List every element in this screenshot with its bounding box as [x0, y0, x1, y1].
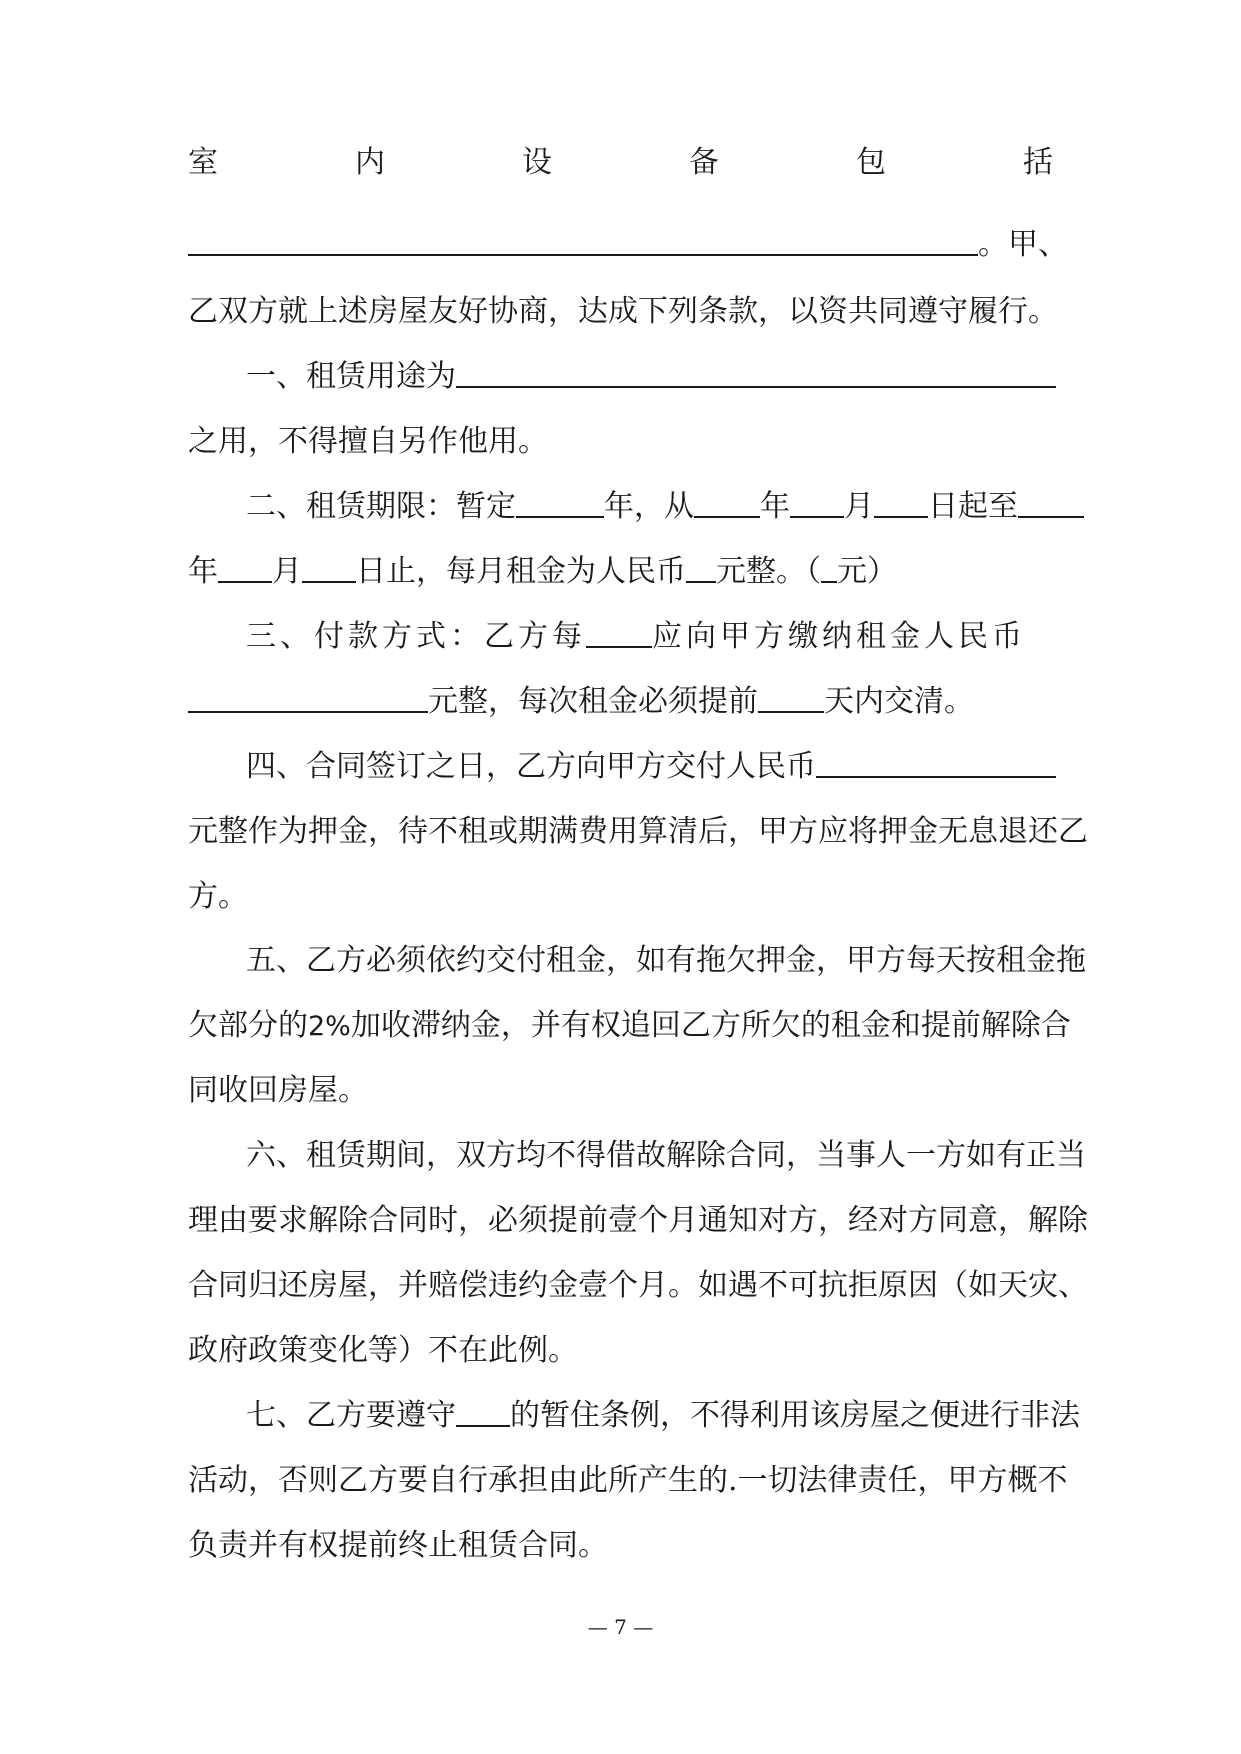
text: 二、租赁期限：暂定: [246, 489, 516, 524]
clause-6-line-1: 六、租赁期间，双方均不得借故解除合同，当事人一方如有正当: [246, 1138, 1086, 1173]
blank-rent-amount[interactable]: [821, 553, 837, 583]
blank-deposit[interactable]: [816, 748, 1056, 778]
blank-equipment[interactable]: [188, 226, 978, 256]
blank-years[interactable]: [516, 488, 604, 518]
clause-7-line-2: 活动，否则乙方要自行承担由此所产生的.一切法律责任，甲方概不: [188, 1463, 1068, 1498]
text: 月: [844, 489, 874, 524]
clause-3-line-2: [188, 682, 1053, 722]
blank-start-day[interactable]: [874, 488, 928, 518]
text: 。甲、: [978, 227, 1068, 262]
blank-end-day[interactable]: [302, 553, 356, 583]
clause-5-line-2: [188, 1006, 1071, 1047]
clause-3-line-1: [246, 617, 1111, 657]
page-number: — 7 —: [587, 1615, 654, 1639]
equipment-char: 备: [689, 145, 719, 180]
clause-1-line-2: 之用，不得擅自另作他用。: [188, 424, 548, 459]
clause-2-line-2: [188, 552, 1053, 592]
text: 年，从: [604, 489, 694, 524]
paragraph-equipment-line-3: 乙双方就上述房屋友好协商，达成下列条款，以资共同遵守履行。: [188, 294, 1058, 329]
clause-6-line-4: 政府政策变化等）不在此例。: [188, 1333, 578, 1368]
clause-4-line-2: 元整作为押金，待不租或期满费用算清后，甲方应将押金无息退还乙: [188, 814, 1088, 849]
equipment-char: 设: [522, 145, 552, 180]
late-fee-rate: 2%: [308, 1011, 351, 1042]
blank-advance-days[interactable]: [758, 683, 824, 713]
text: 天内交清。: [824, 684, 974, 719]
blank-start-year[interactable]: [694, 488, 760, 518]
text: 欠部分的: [188, 1008, 308, 1043]
blank-payment-period[interactable]: [586, 618, 652, 648]
clause-6-line-3: 合同归还房屋，并赔偿违约金壹个月。如遇不可抗拒原因（如天灾、: [188, 1268, 1088, 1303]
clause-1-line-1: [246, 357, 1111, 397]
text: 年: [188, 554, 218, 589]
blank-payment-amount[interactable]: [188, 683, 428, 713]
text: 三、付款方式：乙方每: [246, 619, 586, 654]
text: 月: [272, 554, 302, 589]
text: 四、合同签订之日，乙方向甲方交付人民币: [246, 749, 816, 784]
paragraph-equipment-line-1: [188, 143, 1053, 183]
equipment-char: 括: [1023, 145, 1053, 180]
blank-start-month[interactable]: [790, 488, 844, 518]
text: 加收滞纳金，并有权追回乙方所欠的租金和提前解除合: [350, 1008, 1071, 1043]
text: 年: [760, 489, 790, 524]
blank-end-year[interactable]: [1018, 488, 1084, 518]
clause-5-line-3: 同收回房屋。: [188, 1073, 368, 1108]
text: 日止，每月租金为人民币: [356, 554, 686, 589]
clause-7-line-1: [246, 1396, 1111, 1436]
clause-4-line-1: [246, 747, 1111, 787]
text: 元整。（: [716, 554, 821, 589]
blank-regulation-place[interactable]: [456, 1397, 510, 1427]
equipment-char: 内: [355, 145, 385, 180]
blank-usage[interactable]: [456, 358, 1056, 388]
clause-6-line-2: 理由要求解除合同时，必须提前壹个月通知对方，经对方同意，解除: [188, 1203, 1088, 1238]
text: 元整，每次租金必须提前: [428, 684, 758, 719]
clause-7-line-3: 负责并有权提前终止租赁合同。: [188, 1528, 608, 1563]
text: 一、租赁用途为: [246, 359, 456, 394]
text: 七、乙方要遵守: [246, 1398, 456, 1433]
text: 应向甲方缴纳租金人民币: [652, 619, 1026, 654]
blank-monthly-rent[interactable]: [686, 553, 716, 583]
equipment-char: 包: [856, 145, 886, 180]
text: 元）: [837, 554, 897, 589]
text: 的暂住条例，不得利用该房屋之便进行非法: [510, 1398, 1080, 1433]
clause-2-line-1: [246, 487, 1111, 527]
clause-5-line-1: 五、乙方必须依约交付租金，如有拖欠押金，甲方每天按租金拖: [246, 943, 1086, 978]
text: 日起至: [928, 489, 1018, 524]
clause-4-line-3: 方。: [188, 879, 248, 914]
paragraph-equipment-line-2: [188, 225, 1068, 265]
equipment-char: 室: [188, 145, 218, 180]
blank-end-month[interactable]: [218, 553, 272, 583]
